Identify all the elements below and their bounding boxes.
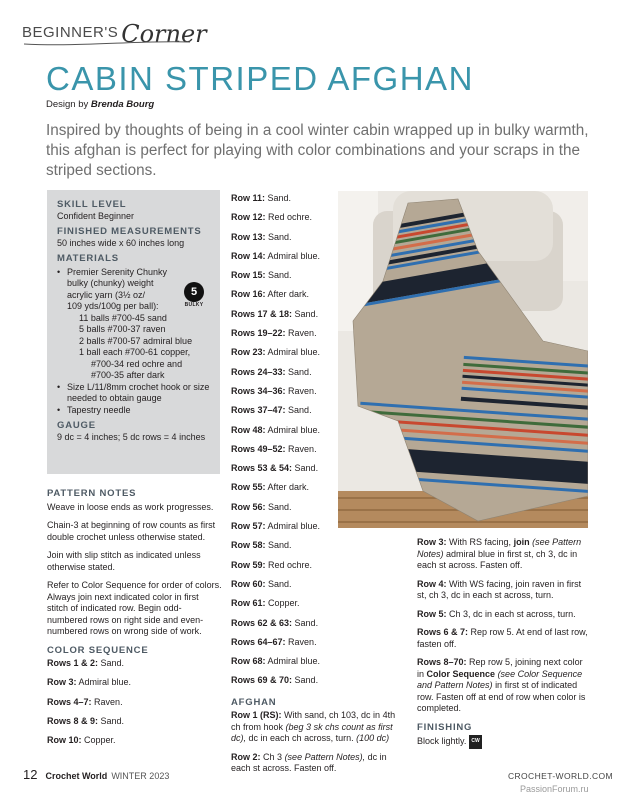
banner-swash-decoration [22, 38, 192, 48]
afghan-photo [338, 191, 588, 528]
sequence-row: Row 55: After dark. [231, 482, 310, 493]
yarn-amount: 2 balls #700-57 admiral blue [79, 335, 193, 346]
materials-hook-item [57, 382, 210, 405]
sequence-row: Row 12: Red ochre. [231, 212, 313, 223]
sequence-row: Rows 62 & 63: Sand. [231, 617, 319, 628]
skill-value: Confident Beginner [57, 210, 135, 221]
hook-line: needed to obtain gauge [67, 393, 162, 403]
measurements-heading: FINISHED MEASUREMENTS [57, 226, 202, 237]
sequence-row: Rows 69 & 70: Sand. [231, 675, 319, 686]
sequence-row: Row 3: Admiral blue. [47, 677, 132, 688]
page-number: 12 [23, 767, 38, 782]
yarn-amount: 11 balls #700-45 sand [79, 312, 167, 323]
banner-script-label: Corner [121, 20, 207, 48]
yarn-line: acrylic yarn (3½ oz/ [67, 289, 146, 300]
afghan-rows-8-70: Rows 8–70: Rep row 5, joining next color in Color Sequence (see Color Sequence and Pattern Notes) in first st of indicated row. Fasten off at end of row when color is completed. [417, 657, 586, 713]
afghan-row-5: Row 5: Ch 3, dc in each st across, turn. [417, 608, 576, 619]
sequence-row: Rows 1 & 2: Sand. [47, 658, 125, 668]
sequence-row: Row 10: Copper. [47, 735, 116, 746]
yarn-line: 109 yds/100g per ball): [67, 301, 159, 311]
sequence-row: Row 60: Sand. [231, 578, 292, 589]
color-sequence-list-a [47, 658, 222, 754]
materials-sidebar [47, 190, 220, 474]
gauge-heading: GAUGE [57, 420, 96, 431]
page-footer [23, 767, 613, 782]
sequence-row: Row 68: Admiral blue. [231, 656, 321, 667]
sequence-row: Row 14: Admiral blue. [231, 250, 321, 261]
yarn-amount: 5 balls #700-37 raven [79, 324, 166, 334]
sequence-row: Row 59: Red ochre. [231, 559, 313, 570]
byline-prefix: Design by [46, 99, 89, 110]
sequence-row: Rows 24–33: Sand. [231, 366, 312, 377]
sequence-row: Row 48: Admiral blue. [231, 424, 321, 435]
pattern-note: Refer to Color Sequence for order of colors. Always join next indicated color in first stitch of indicated row. Begin odd-numbered rows on right side and even-numbered rows on wrong side of work. [47, 580, 222, 636]
pattern-note: Join with slip stitch as indicated unless otherwise stated. [47, 550, 201, 572]
measurements-value: 50 inches wide x 60 inches long [57, 237, 185, 248]
afghan-row-4: Row 4: With WS facing, join raven in first st, ch 3, dc in each st across, turn. [417, 578, 582, 600]
pattern-note: Weave in loose ends as work progresses. [47, 501, 214, 512]
sequence-row: Rows 53 & 54: Sand. [231, 463, 319, 474]
sequence-row: Rows 8 & 9: Sand. [47, 715, 125, 726]
afghan-heading: AFGHAN [231, 696, 277, 708]
yarn-amount: 1 ball each #700-61 copper, [79, 347, 191, 357]
yarn-ball-icon: 5 [184, 282, 204, 302]
designer-name: Brenda Bourg [90, 99, 155, 110]
issue-label: WINTER 2023 [111, 771, 170, 781]
byline [46, 99, 154, 110]
sequence-row: Row 15: Sand. [231, 270, 292, 281]
yarn-weight-label: BULKY [184, 302, 204, 308]
sequence-row: Row 61: Copper. [231, 598, 300, 609]
yarn-amount: #700-34 red ochre and [91, 358, 183, 369]
sequence-row: Rows 37–47: Sand. [231, 405, 312, 416]
yarn-weight-badge [183, 282, 205, 308]
sequence-row: Rows 34–36: Raven. [231, 385, 317, 396]
color-sequence-heading: COLOR SEQUENCE [47, 644, 149, 656]
materials-needle-item: • Tapestry needle [57, 405, 210, 417]
sequence-row: Row 23: Admiral blue. [231, 347, 321, 358]
materials-heading: MATERIALS [57, 253, 119, 264]
sequence-row: Row 56: Sand. [231, 501, 292, 512]
watermark: PassionForum.ru [520, 784, 589, 794]
yarn-line: bulky (chunky) weight [67, 278, 154, 288]
yarn-line: • Premier Serenity Chunky [67, 266, 168, 277]
page-title: CABIN STRIPED AFGHAN [46, 60, 474, 97]
sequence-row: Rows 19–22: Raven. [231, 328, 317, 339]
sequence-row: Row 16: After dark. [231, 289, 310, 300]
afghan-row-3: Row 3: With RS facing, join (see Pattern Notes) admiral blue in first st, ch 3, dc in each st across. Fasten off. [417, 537, 582, 570]
pattern-notes-heading: PATTERN NOTES [47, 488, 137, 499]
pattern-note: Chain-3 at beginning of row counts as first double crochet unless otherwise stated. [47, 520, 216, 542]
sequence-row: Row 13: Sand. [231, 231, 292, 242]
banner-label: BEGINNER'S [22, 23, 119, 41]
sequence-row: Rows 64–67: Raven. [231, 636, 317, 647]
finishing-heading: FINISHING [417, 721, 473, 733]
afghan-row-1: Row 1 (RS): With sand, ch 103, dc in 4th ch from hook (beg 3 sk chs count as first dc), dc in each ch across, turn. (100 dc) [231, 710, 396, 744]
column-left [47, 488, 222, 754]
sequence-row: Rows 17 & 18: Sand. [231, 308, 319, 319]
skill-heading: SKILL LEVEL [57, 199, 127, 210]
gauge-value: 9 dc = 4 inches; 5 dc rows = 4 inches [57, 431, 206, 442]
cw-end-icon: CW [469, 735, 481, 749]
yarn-amount: #700-35 after dark [91, 370, 165, 380]
magazine-name: Crochet World [45, 771, 108, 781]
hook-line: • Size L/11/8mm crochet hook or size [67, 381, 210, 392]
finishing-text: Block lightly. CW [417, 735, 592, 749]
website-link[interactable]: CROCHET-WORLD.COM [507, 771, 613, 781]
sequence-row: Rows 49–52: Raven. [231, 443, 317, 454]
sequence-row: Rows 4–7: Raven. [47, 696, 123, 707]
column-right [417, 537, 592, 756]
afghan-row-2: Row 2: Ch 3 (see Pattern Notes), dc in each st across. Fasten off. [231, 751, 387, 774]
afghan-rows-6-7: Rows 6 & 7: Rep row 5. At end of last row, fasten off. [417, 627, 588, 649]
sequence-row: Row 11: Sand. [231, 193, 292, 203]
sequence-row: Row 58: Sand. [231, 540, 292, 551]
sequence-row: Row 57: Admiral blue. [231, 521, 321, 532]
intro-paragraph: Inspired by thoughts of being in a cool winter cabin wrapped up in bulky warmth, this afghan is perfect for playing with color combinations and your scraps in the striped sections. [46, 122, 589, 179]
